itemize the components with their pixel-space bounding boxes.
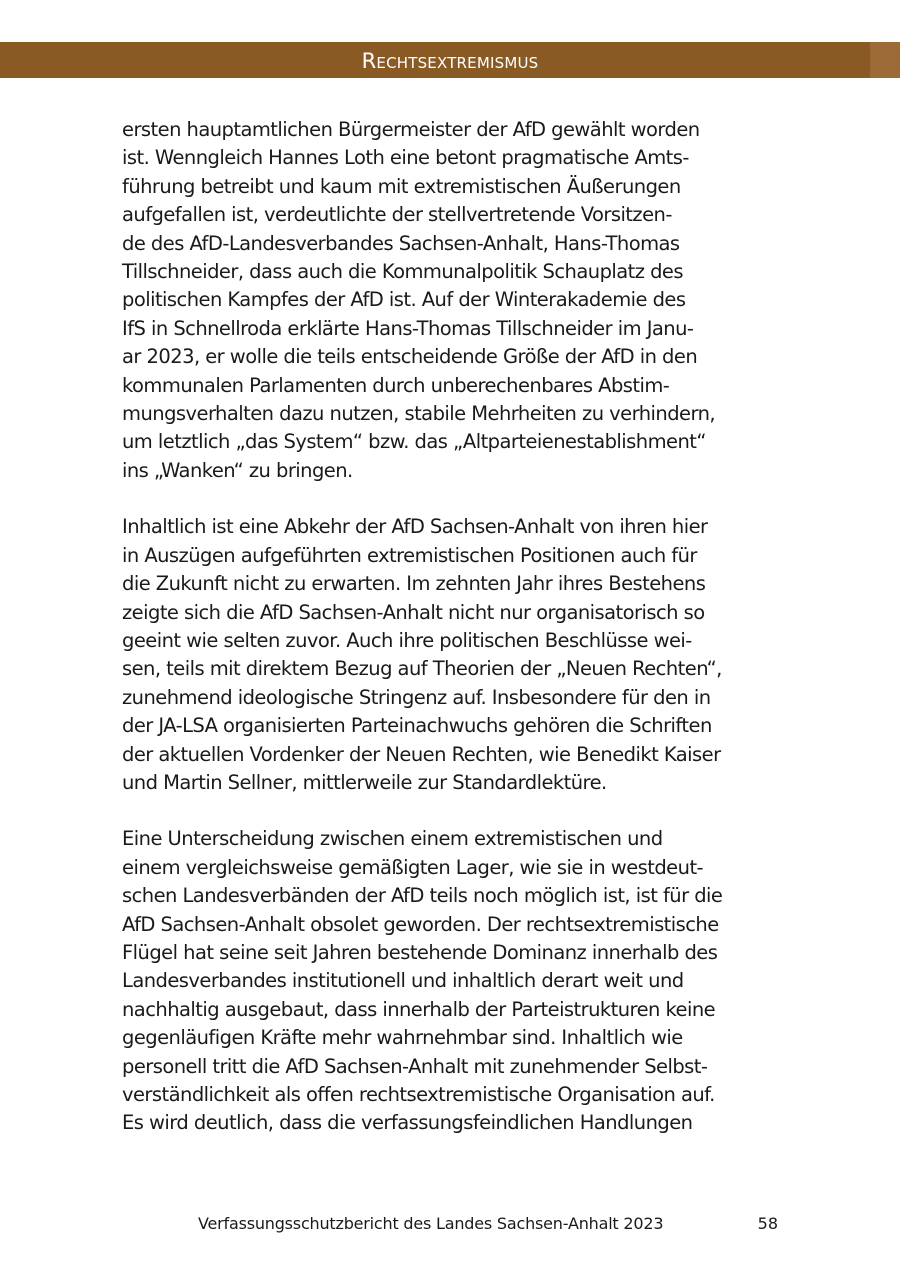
text-line: IfS in Schnellroda erklärte Hans-Thomas Tillschneider im Janu-: [122, 316, 694, 340]
section-title: Rechtsextremismus: [361, 49, 539, 73]
text-line: geeint wie selten zuvor. Auch ihre politischen Beschlüsse wei-: [122, 628, 692, 652]
text-line: Eine Unterscheidung zwischen einem extremistischen und: [122, 827, 663, 851]
text-line: zunehmend ideologische Stringenz auf. Insbesondere für den in: [122, 685, 711, 709]
text-line: nachhaltig ausgebaut, dass innerhalb der Parteistrukturen keine: [122, 997, 716, 1021]
page-footer: [0, 1214, 900, 1238]
text-line: de des AfD-Landesverbandes Sachsen-Anhalt, Hans-Thomas: [122, 231, 680, 255]
text-line: der JA-LSA organisierten Parteinachwuchs gehören die Schriften: [122, 714, 712, 738]
text-line: sen, teils mit direktem Bezug auf Theorien der „Neuen Rechten“,: [122, 657, 722, 681]
text-line: Landesverbandes institutionell und inhaltlich derart weit und: [122, 969, 684, 993]
text-line: ins „Wanken“ zu bringen.: [122, 458, 353, 482]
text-line: um letztlich „das System“ bzw. das „Altparteienestablishment“: [122, 430, 706, 454]
text-line: der aktuellen Vordenker der Neuen Rechten, wie Benedikt Kaiser: [122, 742, 721, 766]
text-line: ist. Wenngleich Hannes Loth eine betont pragmatische Amts-: [122, 146, 689, 170]
text-line: gegenläufigen Kräfte mehr wahrnehmbar sind. Inhaltlich wie: [122, 1026, 683, 1050]
text-line: aufgefallen ist, verdeutlichte der stellvertretende Vorsitzen-: [122, 203, 672, 227]
text-line: personell tritt die AfD Sachsen-Anhalt mit zunehmender Selbst-: [122, 1054, 708, 1078]
text-line: Flügel hat seine seit Jahren bestehende Dominanz innerhalb des: [122, 940, 718, 964]
paragraph-1: [122, 116, 782, 485]
text-line: Es wird deutlich, dass die verfassungsfeindlichen Handlungen: [122, 1111, 693, 1135]
text-line: politischen Kampfes der AfD ist. Auf der Winterakademie des: [122, 288, 686, 312]
body-text: [122, 116, 782, 1166]
text-line: schen Landesverbänden der AfD teils noch möglich ist, ist für die: [122, 884, 723, 908]
text-line: Inhaltlich ist eine Abkehr der AfD Sachsen-Anhalt von ihren hier: [122, 515, 708, 539]
text-line: zeigte sich die AfD Sachsen-Anhalt nicht nur organisatorisch so: [122, 600, 705, 624]
text-line: mungsverhalten dazu nutzen, stabile Mehrheiten zu verhindern,: [122, 402, 716, 426]
text-line: Tillschneider, dass auch die Kommunalpolitik Schauplatz des: [122, 260, 683, 284]
page-number: 58: [757, 1214, 778, 1233]
text-line: ersten hauptamtlichen Bürgermeister der AfD gewählt worden: [122, 118, 700, 141]
text-line: in Auszügen aufgeführten extremistischen Positionen auch für: [122, 543, 697, 567]
paragraph-3: [122, 825, 782, 1137]
text-line: einem vergleichsweise gemäßigten Lager, wie sie in westdeut-: [122, 855, 704, 879]
text-line: die Zukunft nicht zu erwarten. Im zehnten Jahr ihres Bestehens: [122, 572, 706, 596]
text-line: kommunalen Parlamenten durch unberechenbares Abstim-: [122, 373, 670, 397]
paragraph-2: [122, 513, 782, 797]
text-line: AfD Sachsen-Anhalt obsolet geworden. Der rechtsextremistische: [122, 912, 719, 936]
text-line: verständlichkeit als offen rechtsextremistische Organisation auf.: [122, 1083, 715, 1106]
text-line: ar 2023, er wolle die teils entscheidende Größe der AfD in den: [122, 345, 698, 369]
footer-publication-title: Verfassungsschutzbericht des Landes Sachsen-Anhalt 2023: [198, 1214, 664, 1233]
text-line: führung betreibt und kaum mit extremistischen Äußerungen: [122, 174, 681, 198]
text-line: und Martin Sellner, mittlerweile zur Standardlektüre.: [122, 770, 607, 794]
